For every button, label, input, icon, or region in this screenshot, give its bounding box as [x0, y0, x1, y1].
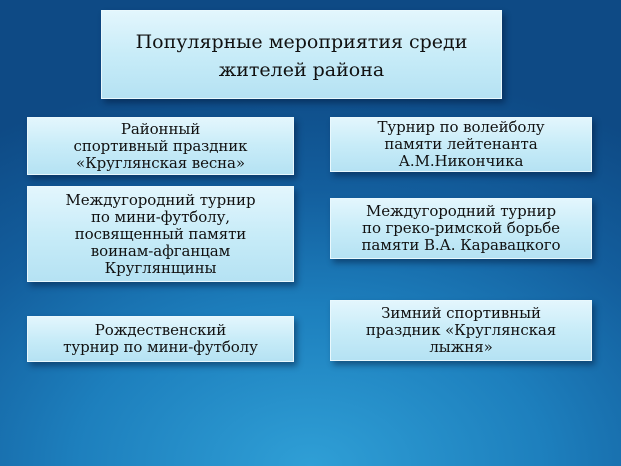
title-box: Популярные мероприятия среди жителей района: [101, 10, 502, 99]
event-box-winter-ski-festival: Зимний спортивный праздник «Круглянская лыжня»: [330, 300, 592, 361]
event-box-greco-roman-wrestling: Междугородний турнир по греко-римской борьбе памяти В.А. Каравацкого: [330, 198, 592, 259]
event-box-volleyball-tournament: Турнир по волейболу памяти лейтенанта А.М.Никончика: [330, 117, 592, 172]
event-box-spring-festival: Районный спортивный праздник «Круглянская весна»: [27, 117, 294, 175]
event-box-intercity-mini-football: Междугородний турнир по мини-футболу, посвященный памяти воинам-афганцам Круглянщины: [27, 186, 294, 282]
event-box-christmas-mini-football: Рождественский турнир по мини-футболу: [27, 316, 294, 362]
